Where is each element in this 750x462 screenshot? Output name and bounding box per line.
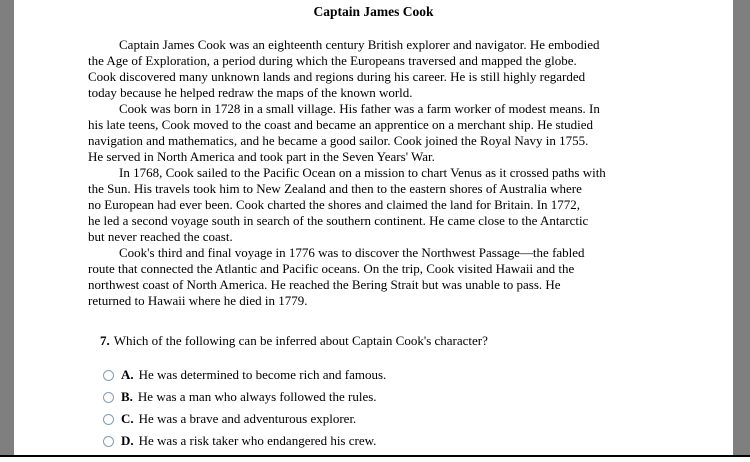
passage-line: the Sun. His travels took him to New Zealand and then to the eastern shores of Australia where <box>88 181 582 196</box>
passage-line: Cook discovered many unknown lands and regions during his career. He is still highly regarded <box>88 69 586 84</box>
passage-line: navigation and mathematics, and he became a good sailor. Cook joined the Royal Navy in 1755. <box>88 133 589 148</box>
question-text: Which of the following can be inferred about Captain Cook's character? <box>113 333 488 348</box>
bottom-divider <box>0 455 750 457</box>
viewer-right-gutter <box>733 0 750 455</box>
passage-line: his late teens, Cook moved to the coast and became an apprentice on a merchant ship. He studied <box>88 117 594 132</box>
passage <box>88 37 663 309</box>
passage-line: Cook's third and final voyage in 1776 was to discover the Northwest Passage—the fabled <box>119 245 585 260</box>
answer-option-b[interactable] <box>103 389 663 405</box>
passage-line: no European had ever been. Cook charted the shores and claimed the land for Britain. In 1772, <box>88 197 581 212</box>
answer-option-c[interactable] <box>103 411 663 427</box>
option-text: He was a risk taker who endangered his crew. <box>138 433 377 448</box>
radio-button-icon[interactable] <box>103 414 114 425</box>
passage-line: In 1768, Cook sailed to the Pacific Ocean on a mission to chart Venus as it crossed paths with <box>119 165 606 180</box>
passage-line: route that connected the Atlantic and Pacific oceans. On the trip, Cook visited Hawaii and the <box>88 261 575 276</box>
viewer-left-gutter <box>0 0 14 455</box>
radio-button-icon[interactable] <box>103 370 114 381</box>
option-text: He was a man who always followed the rules. <box>137 389 377 404</box>
question-number: 7. <box>100 333 110 348</box>
question-7 <box>100 333 660 349</box>
radio-button-icon[interactable] <box>103 436 114 447</box>
option-letter: D. <box>121 433 134 448</box>
passage-line: today because he helped redraw the maps of the known world. <box>88 85 413 100</box>
passage-line: northwest coast of North America. He reached the Bering Strait but was unable to pass. He <box>88 277 561 292</box>
passage-line: he led a second voyage south in search of the southern continent. He came close to the Antarctic <box>88 213 589 228</box>
passage-line: Cook was born in 1728 in a small village. His father was a farm worker of modest means. In <box>119 101 600 116</box>
passage-line: Captain James Cook was an eighteenth century British explorer and navigator. He embodied <box>119 37 600 52</box>
passage-line: but never reached the coast. <box>88 229 233 244</box>
radio-button-icon[interactable] <box>103 392 114 403</box>
passage-line: returned to Hawaii where he died in 1779. <box>88 293 308 308</box>
page-title: Captain James Cook <box>313 4 434 19</box>
option-letter: B. <box>121 389 133 404</box>
option-text: He was a brave and adventurous explorer. <box>138 411 357 426</box>
answer-option-d[interactable] <box>103 433 663 449</box>
option-letter: A. <box>121 367 134 382</box>
answer-options <box>103 367 663 455</box>
document-page <box>14 0 733 455</box>
option-text: He was determined to become rich and famous. <box>138 367 387 382</box>
passage-line: the Age of Exploration, a period during which the Europeans traversed and mapped the globe. <box>88 53 577 68</box>
passage-line: He served in North America and took part in the Seven Years' War. <box>88 149 435 164</box>
option-letter: C. <box>121 411 134 426</box>
answer-option-a[interactable] <box>103 367 663 383</box>
